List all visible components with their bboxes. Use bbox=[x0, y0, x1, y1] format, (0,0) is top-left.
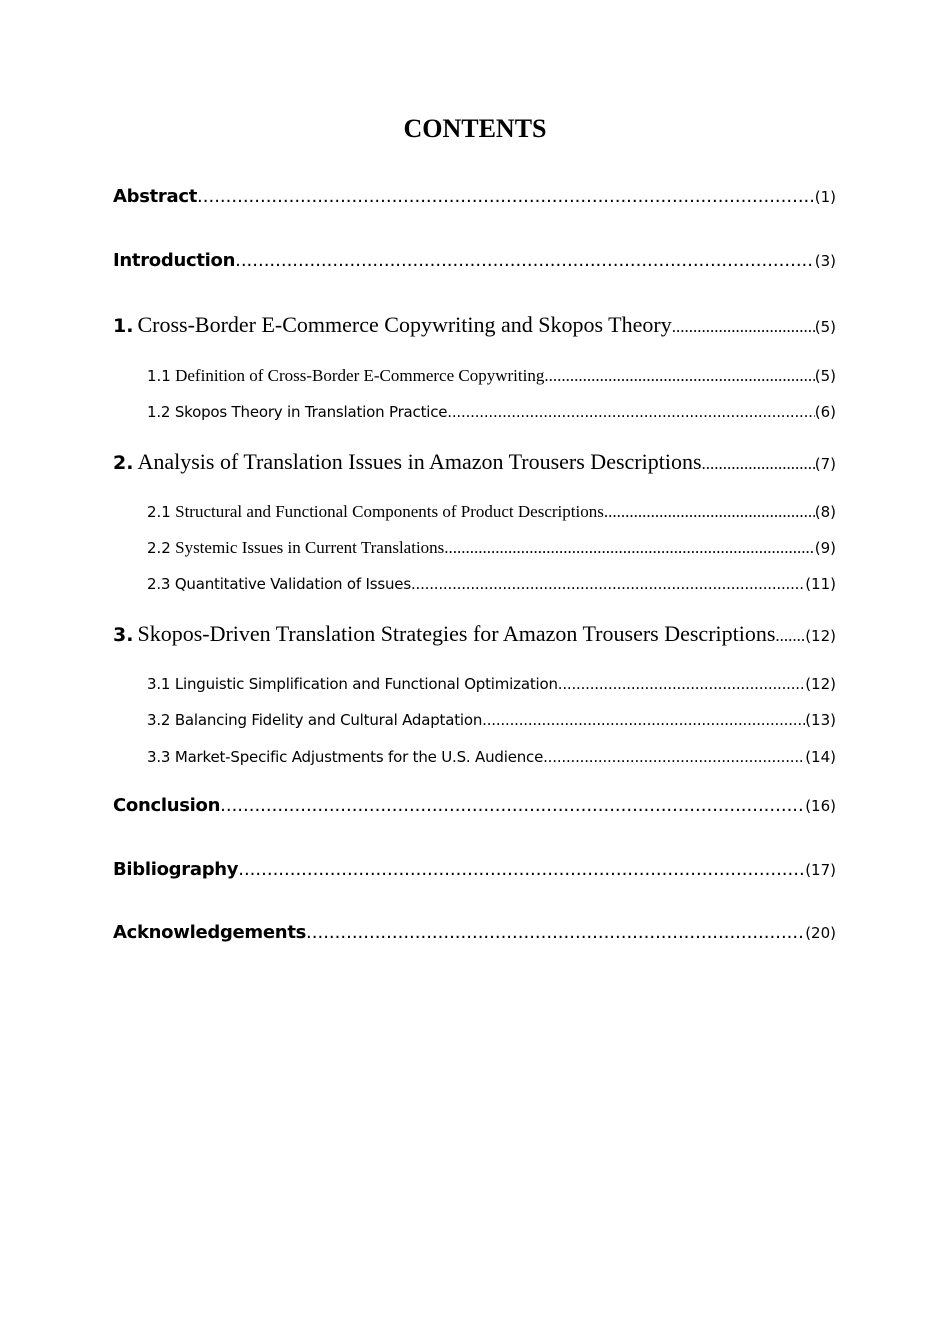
toc-entry-introduction[interactable] bbox=[113, 250, 836, 271]
toc-label: Introduction bbox=[113, 250, 236, 271]
toc-page-number: (6) bbox=[814, 403, 836, 421]
toc-entry-3-1[interactable] bbox=[147, 675, 836, 693]
toc-label: 3.3 Market-Specific Adjustments for the U.S. Audience bbox=[147, 748, 544, 766]
section-number: 2.1 bbox=[147, 503, 171, 521]
page-title: CONTENTS bbox=[403, 114, 547, 143]
toc-entry-1-1[interactable] bbox=[147, 366, 836, 386]
toc-entry-acknowledgements[interactable] bbox=[113, 922, 836, 943]
toc-entry-chapter-3[interactable] bbox=[113, 621, 836, 647]
chapter-number: 2. bbox=[113, 452, 134, 474]
toc-label: Conclusion bbox=[113, 795, 221, 816]
toc-label bbox=[147, 366, 544, 386]
chapter-title: Skopos-Driven Translation Strategies for Amazon Trousers Descriptions bbox=[137, 621, 776, 646]
toc-label: 3.2 Balancing Fidelity and Cultural Adaptation bbox=[147, 711, 483, 729]
toc-leader bbox=[604, 502, 815, 522]
toc-leader bbox=[544, 366, 814, 386]
toc-leader bbox=[238, 859, 805, 880]
toc-entry-2-1[interactable] bbox=[147, 502, 836, 522]
toc-entry-conclusion[interactable] bbox=[113, 795, 836, 816]
toc-leader bbox=[543, 748, 805, 766]
toc-page-number: (8) bbox=[814, 503, 836, 521]
toc-entry-3-2[interactable] bbox=[147, 711, 836, 729]
toc-leader bbox=[306, 922, 805, 943]
toc-label: Bibliography bbox=[113, 859, 239, 880]
chapter-number: 3. bbox=[113, 624, 134, 646]
toc-leader bbox=[444, 538, 814, 558]
toc-leader bbox=[702, 454, 815, 474]
toc-leader bbox=[482, 711, 805, 729]
toc-label bbox=[113, 312, 672, 338]
toc-page-number: (9) bbox=[814, 539, 836, 557]
toc-label bbox=[113, 621, 775, 647]
toc-label bbox=[147, 538, 444, 558]
toc-entry-2-2[interactable] bbox=[147, 538, 836, 558]
toc-leader bbox=[447, 403, 814, 421]
section-number: 2.2 bbox=[147, 539, 171, 557]
toc-leader bbox=[220, 795, 805, 816]
section-number: 1.1 bbox=[147, 367, 171, 385]
toc-label: Abstract bbox=[113, 186, 198, 207]
toc-leader bbox=[235, 250, 815, 271]
toc-page-number: (12) bbox=[805, 627, 836, 645]
toc-entry-3-3[interactable] bbox=[147, 748, 836, 766]
chapter-title: Cross-Border E-Commerce Copywriting and Skopos Theory bbox=[137, 312, 672, 337]
toc-leader bbox=[197, 186, 815, 207]
toc-label bbox=[113, 449, 702, 475]
toc-page-number: (3) bbox=[814, 252, 836, 270]
toc-leader bbox=[775, 626, 805, 646]
toc-page-number: (13) bbox=[805, 711, 836, 729]
toc-page-number: (16) bbox=[805, 797, 836, 815]
toc-label bbox=[147, 502, 604, 522]
chapter-number: 1. bbox=[113, 315, 134, 337]
toc-entry-2-3[interactable] bbox=[147, 575, 836, 593]
section-title: Systemic Issues in Current Translations bbox=[175, 538, 445, 557]
toc-label: 2.3 Quantitative Validation of Issues bbox=[147, 575, 411, 593]
toc-entry-chapter-1[interactable] bbox=[113, 312, 836, 338]
toc-entry-abstract[interactable] bbox=[113, 186, 836, 207]
toc-label: 1.2 Skopos Theory in Translation Practice bbox=[147, 403, 448, 421]
section-title: Structural and Functional Components of Product Descriptions bbox=[175, 502, 604, 521]
toc-page-number: (14) bbox=[805, 748, 836, 766]
chapter-title: Analysis of Translation Issues in Amazon Trousers Descriptions bbox=[137, 449, 702, 474]
toc-label: 3.1 Linguistic Simplification and Functional Optimization bbox=[147, 675, 558, 693]
toc-page-number: (12) bbox=[805, 675, 836, 693]
toc-page-number: (5) bbox=[814, 367, 836, 385]
toc-page-number: (11) bbox=[805, 575, 836, 593]
toc-entry-chapter-2[interactable] bbox=[113, 449, 836, 475]
toc-page-number: (17) bbox=[805, 861, 836, 879]
toc-entry-bibliography[interactable] bbox=[113, 859, 836, 880]
toc-leader bbox=[411, 575, 805, 593]
section-title: Definition of Cross-Border E-Commerce Copywriting bbox=[175, 366, 545, 385]
toc-page-number: (1) bbox=[814, 188, 836, 206]
toc-label: Acknowledgements bbox=[113, 922, 307, 943]
toc-entry-1-2[interactable] bbox=[147, 403, 836, 421]
toc-page-number: (5) bbox=[814, 318, 836, 336]
toc-page-number: (20) bbox=[805, 924, 836, 942]
toc-leader bbox=[558, 675, 805, 693]
toc-leader bbox=[672, 317, 815, 337]
toc-page-number: (7) bbox=[814, 455, 836, 473]
